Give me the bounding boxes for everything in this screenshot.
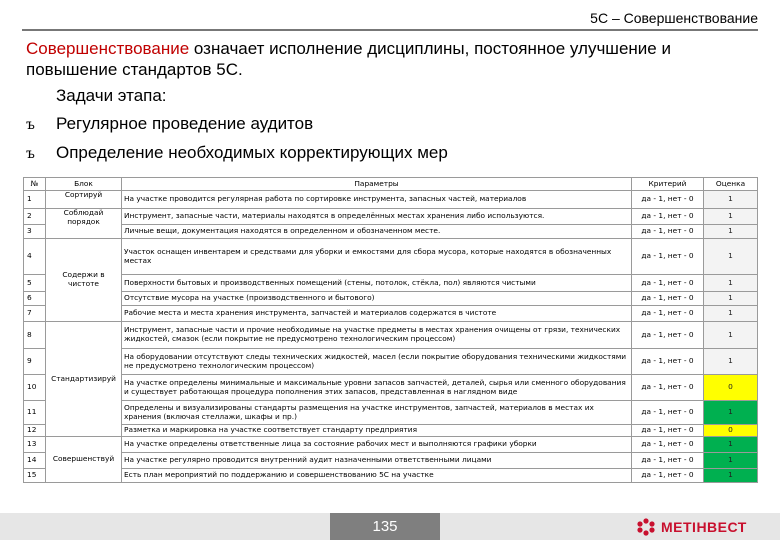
row-criterion: да - 1, нет - 0 [632,401,704,425]
col-header-criterion: Критерий [632,178,704,191]
row-criterion: да - 1, нет - 0 [632,191,704,209]
row-score [704,425,758,437]
row-num: 7 [24,306,46,322]
task-label: Определение необходимых корректирующих мер [56,143,448,162]
score-value: 1 [728,308,733,318]
table-row [24,453,758,469]
row-num: 11 [24,401,46,425]
col-header-block: Блок [46,178,122,191]
row-num: 5 [24,275,46,292]
block-label: Сортируй [46,191,122,209]
row-score [704,453,758,469]
row-score [704,225,758,239]
row-criterion: да - 1, нет - 0 [632,209,704,225]
score-value: 1 [728,293,733,303]
table-row [24,349,758,375]
table-header-row [24,178,758,191]
audit-table [23,177,758,483]
row-score [704,209,758,225]
company-logo [636,517,747,537]
task-item [26,143,448,163]
score-value: 1 [728,329,733,339]
row-num: 13 [24,437,46,453]
row-score [704,401,758,425]
row-criterion: да - 1, нет - 0 [632,239,704,275]
row-param: Инструмент, запасные части, материалы находятся в определённых местах хранения либо используются. [122,209,632,225]
table-row [24,225,758,239]
row-param: Участок оснащен инвентарем и средствами для уборки и емкостями для сбора мусора, которые находятся в обозначенных местах [122,239,632,275]
row-param: На участке определены ответственные лица за состояние рабочих мест и выполняются графики уборки [122,437,632,453]
tasks-heading: Задачи этапа: [56,86,167,105]
table-row [24,239,758,275]
logo-text: МЕТІНВЕСТ [661,519,747,535]
row-criterion: да - 1, нет - 0 [632,322,704,349]
col-header-score: Оценка [704,178,758,191]
score-value: 1 [728,211,733,221]
table-row [24,275,758,292]
page-number: 135 [330,513,440,540]
row-num: 4 [24,239,46,275]
bullet-icon: ъ [26,117,35,133]
table-row [24,437,758,453]
row-score [704,306,758,322]
score-value: 1 [728,226,733,236]
row-score [704,191,758,209]
table-row [24,209,758,225]
score-value: 0 [728,425,733,435]
score-value: 1 [728,356,733,366]
slide-title: 5С – Совершенствование [590,10,758,26]
table-row [24,292,758,306]
row-param: Есть план мероприятий по поддержанию и совершенствованию 5С на участке [122,469,632,483]
row-num: 3 [24,225,46,239]
row-param: На участке проводится регулярная работа по сортировке инструмента, запасных частей, материалов [122,191,632,209]
row-param: Рабочие места и места хранения инструмента, запчастей и материалов содержатся в чистоте [122,306,632,322]
row-score [704,275,758,292]
row-param: На участке определены минимальные и максимальные уровни запасов запчастей, деталей, сырья или сменного оборудования и существует работающая процедура пополнения этих запасов, представленная в наглядном виде [122,375,632,401]
table-row [24,375,758,401]
row-num: 14 [24,453,46,469]
row-score [704,349,758,375]
row-num: 8 [24,322,46,349]
metinvest-logo-icon [636,517,656,537]
row-param: На участке регулярно проводится внутренний аудит назначенными ответственными лицами [122,453,632,469]
row-criterion: да - 1, нет - 0 [632,306,704,322]
score-value: 1 [728,470,733,480]
row-criterion: да - 1, нет - 0 [632,225,704,239]
row-score [704,437,758,453]
row-score [704,469,758,483]
row-param: Разметка и маркировка на участке соответствует стандарту предприятия [122,425,632,437]
score-value: 1 [728,455,733,465]
task-item [26,114,313,134]
row-score [704,375,758,401]
intro-paragraph [26,38,766,80]
row-param: Определены и визуализированы стандарты размещения на участке инструментов, запчастей, материалов в местах их хранения (включая стеллажи, шкафы и пр.) [122,401,632,425]
row-criterion: да - 1, нет - 0 [632,425,704,437]
score-value: 1 [728,194,733,204]
score-value: 1 [728,439,733,449]
row-param: Личные вещи, документация находятся в определенном и обозначенном месте. [122,225,632,239]
row-criterion: да - 1, нет - 0 [632,437,704,453]
score-value: 0 [728,382,733,392]
row-criterion: да - 1, нет - 0 [632,292,704,306]
intro-highlight: Совершенствование [26,39,190,58]
row-num: 9 [24,349,46,375]
row-num: 1 [24,191,46,209]
score-value: 1 [728,251,733,261]
row-criterion: да - 1, нет - 0 [632,453,704,469]
col-header-params: Параметры [122,178,632,191]
row-param: Поверхности бытовых и производственных помещений (стены, потолок, стёкла, пол) являются чистыми [122,275,632,292]
row-num: 10 [24,375,46,401]
row-score [704,239,758,275]
score-value: 1 [728,277,733,287]
row-param: На оборудовании отсутствуют следы технических жидкостей, масел (если покрытие оборудования техническими жидкостями не предусмотрено технологическим процессом) [122,349,632,375]
block-label: Совершенствуй [46,437,122,483]
row-param: Инструмент, запасные части и прочие необходимые на участке предметы в местах хранения очищены от грязи, технических жидкостей, смазок (если покрытие не предусмотрено технологическим процессом) [122,322,632,349]
row-num: 6 [24,292,46,306]
row-criterion: да - 1, нет - 0 [632,349,704,375]
row-criterion: да - 1, нет - 0 [632,375,704,401]
row-score [704,292,758,306]
row-num: 12 [24,425,46,437]
table-row [24,469,758,483]
col-header-num: № [24,178,46,191]
task-label: Регулярное проведение аудитов [56,114,314,133]
row-num: 15 [24,469,46,483]
title-divider [22,29,758,31]
table-row [24,191,758,209]
row-criterion: да - 1, нет - 0 [632,275,704,292]
row-score [704,322,758,349]
table-row [24,306,758,322]
block-label: Соблюдай порядок [46,209,122,239]
intro-text: означает исполнение дисциплины, постоянное улучшение и повышение стандартов 5С. [26,39,671,79]
block-label: Стандартизируй [46,322,122,437]
bullet-icon: ъ [26,146,35,162]
row-num: 2 [24,209,46,225]
table-row [24,425,758,437]
score-value: 1 [728,407,733,417]
block-label: Содержи в чистоте [46,239,122,322]
row-criterion: да - 1, нет - 0 [632,469,704,483]
table-row [24,322,758,349]
row-param: Отсутствие мусора на участке (производственного и бытового) [122,292,632,306]
table-row [24,401,758,425]
